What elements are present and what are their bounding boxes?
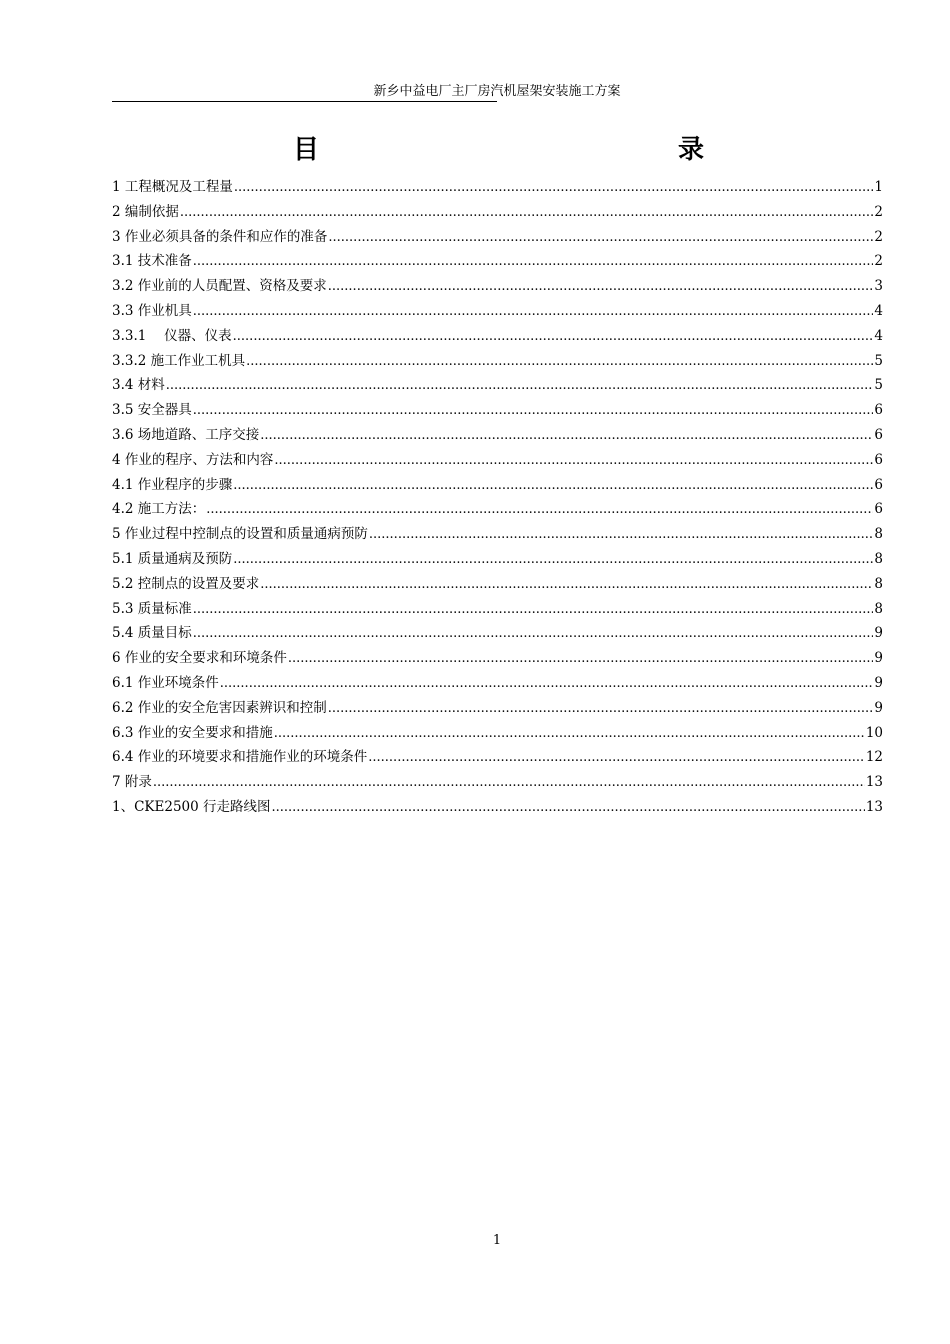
toc-entry-leader — [369, 523, 874, 548]
toc-entry-label: 6.3 作业的安全要求和措施 — [112, 724, 273, 741]
toc-entry-label: 3.5 安全器具 — [112, 402, 192, 419]
toc-entry-page: 12 — [865, 749, 883, 766]
toc-entry-page: 9 — [874, 699, 883, 716]
toc-entry[interactable] — [112, 473, 883, 498]
toc-entry-page: 8 — [874, 575, 883, 592]
toc-entry-leader — [260, 424, 873, 449]
toc-entry[interactable] — [112, 249, 883, 274]
toc-entry[interactable] — [112, 225, 883, 250]
toc-entry-label: 3.3.1 仪器、仪表 — [112, 327, 232, 344]
toc-entry-leader — [274, 449, 873, 474]
toc-entry-label: 3.4 材料 — [112, 377, 165, 394]
toc-entry[interactable] — [112, 497, 883, 522]
toc-entry-page: 2 — [874, 228, 883, 245]
toc-heading-char-1: 目 — [293, 135, 320, 165]
toc-entry-page: 13 — [865, 798, 883, 815]
toc-entry-page: 5 — [874, 377, 883, 394]
toc-entry-page: 10 — [865, 724, 883, 741]
toc-entry[interactable] — [112, 745, 883, 770]
toc-entry-leader — [274, 722, 865, 747]
toc-entry[interactable] — [112, 721, 883, 746]
toc-entry[interactable] — [112, 696, 883, 721]
toc-entry-leader — [260, 573, 873, 598]
toc-entry-leader — [272, 796, 865, 821]
toc-entry-page: 5 — [874, 352, 883, 369]
toc-entry-label: 3.3.2 施工作业工机具 — [112, 352, 246, 369]
toc-entry-page: 1 — [874, 179, 883, 195]
toc-heading — [112, 132, 882, 168]
toc-entry-leader — [193, 598, 874, 623]
toc-entry-page: 6 — [874, 501, 883, 518]
toc-entry[interactable] — [112, 770, 883, 795]
toc-entry-page: 13 — [865, 774, 883, 791]
toc-entry-label: 3.3 作业机具 — [112, 302, 192, 319]
toc-entry-page: 4 — [874, 327, 883, 344]
toc-entry[interactable] — [112, 671, 883, 696]
toc-entry-leader — [193, 250, 874, 275]
toc-entry-label: 5 作业过程中控制点的设置和质量通病预防 — [112, 526, 368, 543]
toc-entry-leader — [233, 325, 874, 350]
document-header-title: 新乡中益电厂主厂房汽机屋架安装施工方案 — [373, 84, 621, 99]
toc-entry-label: 5.3 质量标准 — [112, 600, 192, 617]
toc-entry-leader — [233, 474, 873, 499]
toc-entry-label: 4.2 施工方法： — [112, 501, 206, 518]
toc-entry-page: 2 — [874, 253, 883, 270]
toc-entry-page: 3 — [874, 278, 883, 295]
toc-entry-label: 3.6 场地道路、工序交接 — [112, 426, 260, 443]
toc-entry-page: 6 — [874, 402, 883, 419]
toc-entry[interactable] — [112, 572, 883, 597]
toc-entry-page: 8 — [874, 550, 883, 567]
toc-entry-page: 6 — [874, 426, 883, 443]
toc-entry-leader — [193, 622, 874, 647]
toc-entry-page: 8 — [874, 600, 883, 617]
toc-list — [112, 175, 883, 820]
toc-entry[interactable] — [112, 646, 883, 671]
toc-entry[interactable] — [112, 547, 883, 572]
header-underline — [112, 101, 497, 102]
toc-entry[interactable] — [112, 522, 883, 547]
toc-entry-leader — [180, 201, 874, 226]
toc-entry-leader — [234, 176, 874, 201]
toc-entry-page: 9 — [874, 674, 883, 691]
toc-entry-page: 4 — [874, 302, 883, 319]
toc-entry-label: 1、CKE2500 行走路线图 — [112, 798, 271, 815]
toc-entry-page: 8 — [874, 526, 883, 543]
toc-entry-leader — [153, 771, 865, 796]
toc-entry[interactable] — [112, 324, 883, 349]
toc-entry-page: 6 — [874, 451, 883, 468]
toc-entry-label: 6.2 作业的安全危害因素辨识和控制 — [112, 699, 327, 716]
page-number: 1 — [492, 1233, 502, 1248]
toc-entry-leader — [206, 498, 873, 523]
toc-entry-label: 4.1 作业程序的步骤 — [112, 476, 233, 493]
toc-entry-label: 6.1 作业环境条件 — [112, 674, 219, 691]
toc-entry-page: 2 — [874, 203, 883, 220]
toc-entry-page: 9 — [874, 650, 883, 667]
toc-entry-label: 1 工程概况及工程量 — [112, 179, 233, 195]
toc-entry-leader — [328, 275, 874, 300]
toc-entry[interactable] — [112, 175, 883, 200]
toc-entry[interactable] — [112, 423, 883, 448]
toc-entry-leader — [328, 697, 874, 722]
toc-entry-label: 4 作业的程序、方法和内容 — [112, 451, 274, 468]
toc-entry-label: 5.2 控制点的设置及要求 — [112, 575, 260, 592]
toc-entry-leader — [193, 399, 874, 424]
toc-entry[interactable] — [112, 274, 883, 299]
toc-entry[interactable] — [112, 621, 883, 646]
toc-entry-label: 5.1 质量通病及预防 — [112, 550, 233, 567]
toc-entry-leader — [233, 548, 873, 573]
toc-entry-page: 6 — [874, 476, 883, 493]
toc-entry-leader — [328, 226, 873, 251]
toc-entry[interactable] — [112, 448, 883, 473]
toc-entry-label: 6 作业的安全要求和环境条件 — [112, 650, 287, 667]
toc-entry-leader — [246, 350, 873, 375]
toc-entry-label: 5.4 质量目标 — [112, 625, 192, 642]
toc-entry[interactable] — [112, 373, 883, 398]
toc-entry[interactable] — [112, 398, 883, 423]
toc-entry-leader — [220, 672, 874, 697]
toc-entry[interactable] — [112, 299, 883, 324]
toc-entry-leader — [193, 300, 874, 325]
toc-entry-label: 3.1 技术准备 — [112, 253, 192, 270]
toc-entry[interactable] — [112, 349, 883, 374]
toc-entry[interactable] — [112, 795, 883, 820]
toc-entry-label: 3 作业必须具备的条件和应作的准备 — [112, 228, 328, 245]
toc-entry[interactable] — [112, 597, 883, 622]
toc-entry-label: 6.4 作业的环境要求和措施作业的环境条件 — [112, 749, 368, 766]
toc-entry-leader — [166, 374, 874, 399]
toc-entry-leader — [288, 647, 874, 672]
toc-entry-label: 2 编制依据 — [112, 203, 179, 220]
toc-entry-label: 7 附录 — [112, 774, 152, 791]
toc-entry-leader — [368, 746, 865, 771]
toc-entry-page: 9 — [874, 625, 883, 642]
toc-heading-char-2: 录 — [678, 135, 705, 165]
toc-entry[interactable] — [112, 200, 883, 225]
toc-entry-label: 3.2 作业前的人员配置、资格及要求 — [112, 278, 327, 295]
